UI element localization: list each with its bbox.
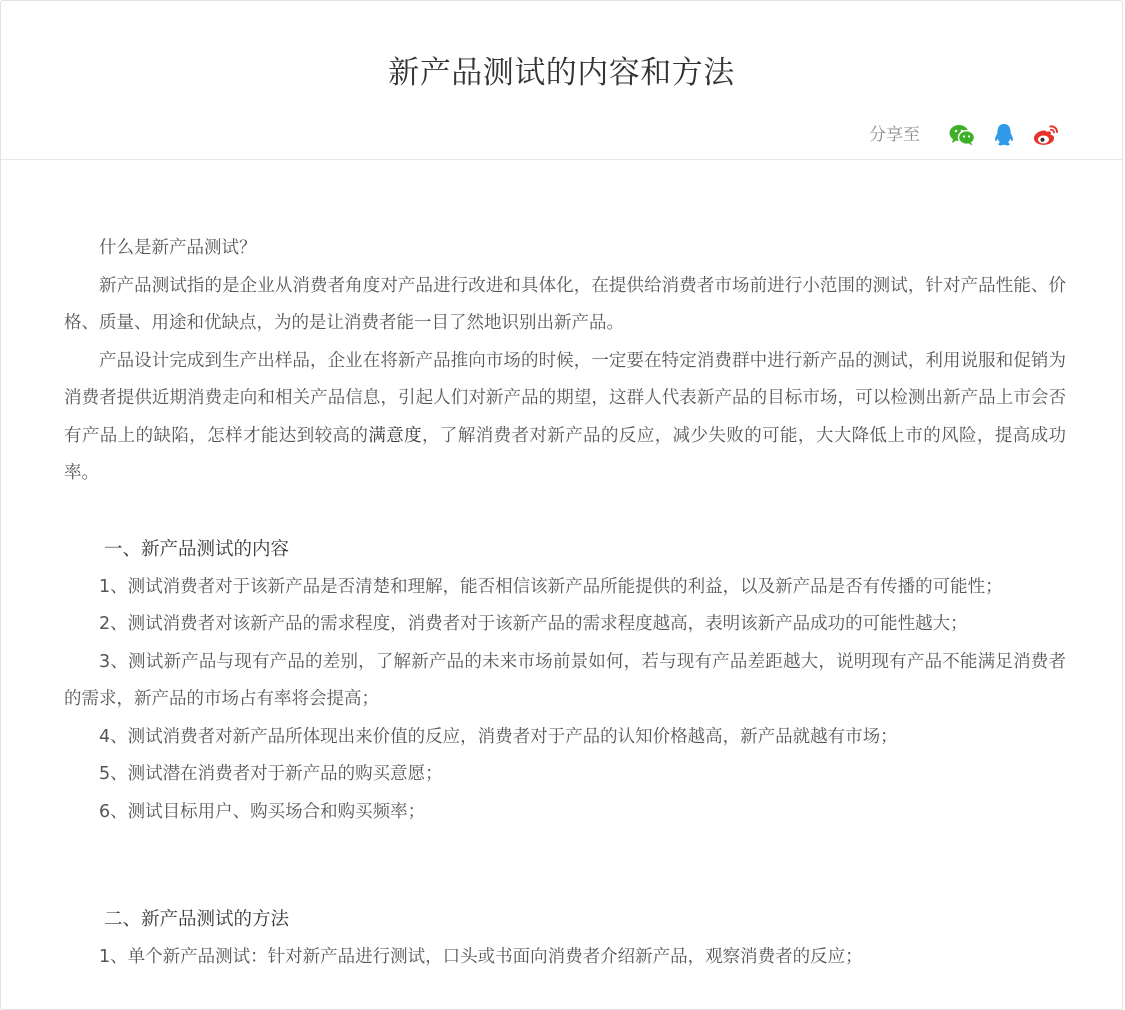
article-body: [64, 230, 1066, 977]
intro-definition: 新产品测试指的是企业从消费者角度对产品进行改进和具体化，在提供给消费者市场前进行小范围的测试，针对产品性能、价格、质量、用途和优缺点，为的是让消费者能一目了然地识别出新产品。: [64, 275, 1066, 333]
list-item: 6、测试目标用户、购买场合和购买频率；: [99, 801, 426, 822]
section-heading: 一、新产品测试的内容: [104, 538, 290, 560]
intro-text-before: 产品设计完成到生产出样品，企业在将新产品推向市场的时候，一定要在特定消费群中进行新产品的测试，利用说服和促销为消费者提供近期消费走向和相关产品信息，引起人们对新产品的期望，这群人代表新产品的目标市场，可以检测出新产品上市会否有产品上的缺陷，怎样才能达到较高的: [64, 350, 1066, 446]
article-header: [1, 1, 1122, 160]
share-bar: [869, 121, 1060, 149]
wechat-icon[interactable]: [948, 121, 976, 149]
list-item: 1、测试消费者对于该新产品是否清楚和理解，能否相信该新产品所能提供的利益，以及新产品是否有传播的可能性；: [99, 576, 1003, 597]
page-title: 新产品测试的内容和方法: [388, 55, 735, 91]
list-item: 3、测试新产品与现有产品的差别，了解新产品的未来市场前景如何，若与现有产品差距越大，说明现有产品不能满足消费者的需求，新产品的市场占有率将会提高；: [64, 651, 1066, 709]
list-item: 4、测试消费者对新产品所体现出来价值的反应，消费者对于产品的认知价格越高，新产品就越有市场；: [99, 726, 898, 747]
list-item: 1、单个新产品测试：针对新产品进行测试，口头或书面向消费者介绍新产品，观察消费者的反应；: [99, 947, 863, 967]
section-heading: 二、新产品测试的方法: [104, 909, 290, 930]
list-item: 5、测试潜在消费者对于新产品的购买意愿；: [99, 764, 443, 784]
weibo-icon[interactable]: [1032, 121, 1060, 149]
qq-icon[interactable]: [990, 121, 1018, 149]
intro-text-after: ，了解消费者对新产品的反应，减少失败的可能，大大降低上市的风险，提高成功率。: [64, 425, 1067, 483]
spacer: [64, 493, 1066, 531]
list-item: 2、测试消费者对该新产品的需求程度，消费者对于该新产品的需求程度越高，表明该新产品成功的可能性越大；: [99, 614, 968, 634]
intro-question: 什么是新产品测试？: [99, 238, 257, 258]
satisfaction-link[interactable]: 满意度: [368, 425, 423, 446]
share-label: 分享至: [869, 125, 920, 145]
intro-paragraph: [64, 343, 1066, 493]
spacer: [64, 831, 1066, 901]
